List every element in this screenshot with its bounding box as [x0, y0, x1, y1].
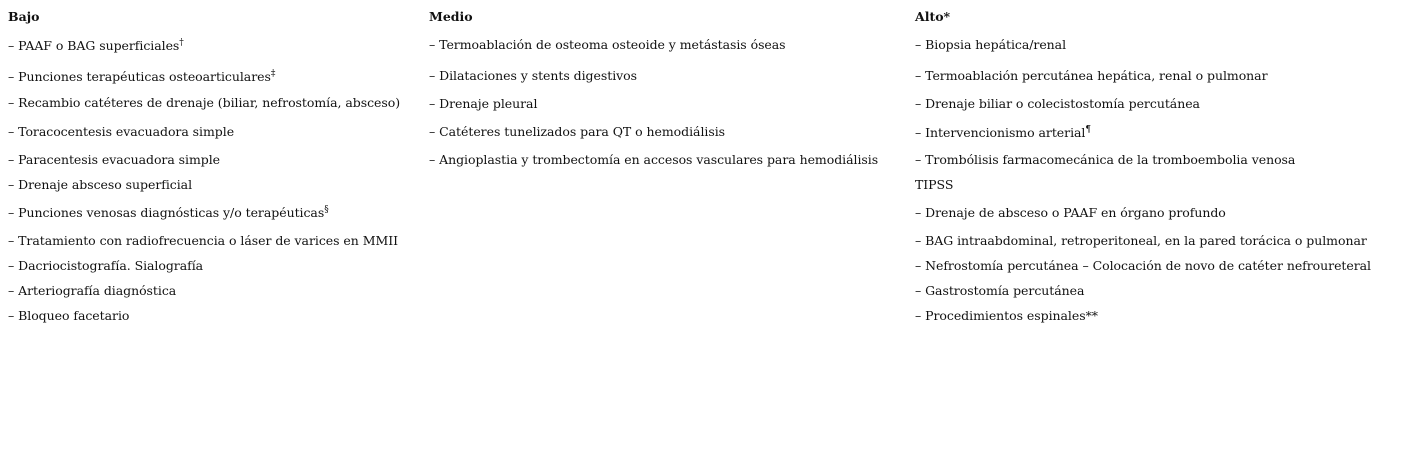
- list-item: – Paracentesis evacuadora simple: [8, 152, 221, 167]
- list-item: – Drenaje pleural: [429, 96, 538, 111]
- list-item: – Termoablación percutánea hepática, renal o pulmonar: [915, 68, 1268, 83]
- list-item: – Dacriocistografía. Sialografía: [8, 258, 204, 273]
- list-item: – Nefrostomía percutánea – Colocación de novo de catéter nefroureteral: [915, 258, 1372, 273]
- list-item: – Toracocentesis evacuadora simple: [8, 124, 235, 139]
- list-item: – Trombólisis farmacomecánica de la tromboembolia venosa: [915, 152, 1296, 167]
- column-header-bajo: Bajo: [8, 9, 40, 24]
- list-item: – Bloqueo facetario: [8, 308, 130, 323]
- list-item: – Recambio catéteres de drenaje (biliar, nefrostomía, absceso): [8, 95, 401, 110]
- list-item: – PAAF o BAG superficiales†: [8, 38, 184, 53]
- list-item: – Biopsia hepática/renal: [915, 37, 1067, 52]
- list-item: – Catéteres tunelizados para QT o hemodiálisis: [429, 124, 726, 139]
- list-item: – BAG intraabdominal, retroperitoneal, en la pared torácica o pulmonar: [915, 233, 1367, 248]
- list-item: – Angioplastia y trombectomía en accesos vasculares para hemodiálisis: [429, 152, 879, 167]
- list-item: – Punciones venosas diagnósticas y/o terapéuticas§: [8, 205, 329, 220]
- list-item: – Termoablación de osteoma osteoide y metástasis óseas: [429, 37, 786, 52]
- list-item: – Procedimientos espinales**: [915, 308, 1098, 323]
- list-item: TIPSS: [915, 177, 954, 192]
- list-item: – Dilataciones y stents digestivos: [429, 68, 637, 83]
- footnote-mark: §: [324, 205, 329, 215]
- list-item: – Drenaje absceso superficial: [8, 177, 193, 192]
- list-item: – Arteriografía diagnóstica: [8, 283, 177, 298]
- column-header-medio: Medio: [429, 9, 473, 24]
- column-header-alto: Alto*: [915, 9, 951, 24]
- list-item: – Drenaje de absceso o PAAF en órgano profundo: [915, 205, 1226, 220]
- list-item: – Tratamiento con radiofrecuencia o láser de varices en MMII: [8, 233, 398, 248]
- footnote-mark: †: [179, 38, 184, 48]
- list-item: – Intervencionismo arterial¶: [915, 125, 1092, 140]
- list-item: – Punciones terapéuticas osteoarticulares‡: [8, 69, 276, 84]
- footnote-mark: ¶: [1085, 125, 1092, 135]
- list-item: – Gastrostomía percutánea: [915, 283, 1085, 298]
- list-item: – Drenaje biliar o colecistostomía percutánea: [915, 96, 1200, 111]
- footnote-mark: ‡: [270, 69, 276, 79]
